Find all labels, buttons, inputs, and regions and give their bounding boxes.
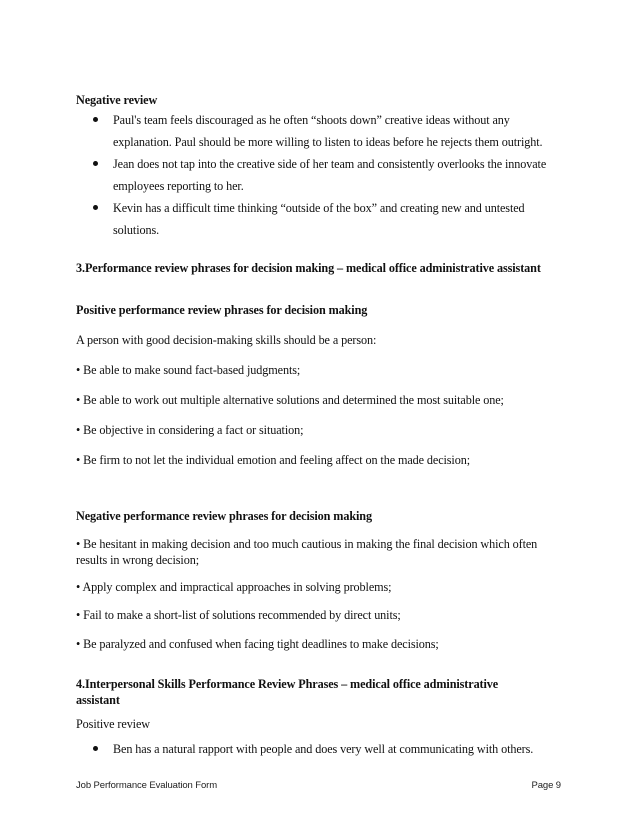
list-item [93, 739, 563, 761]
list-item: • Be objective in considering a fact or situation; [76, 423, 304, 437]
list-item-text: Ben has a natural rapport with people and does very well at communicating with others. [113, 742, 534, 756]
list-item: • Be able to make sound fact-based judgments; [76, 363, 301, 377]
list-item [93, 154, 563, 198]
list-item-text: Paul's team feels discouraged as he often “shoots down” creative ideas without any explanation. Paul should be more willing to listen to ideas before he rejects them outright. [113, 113, 543, 149]
bullet-icon [93, 205, 98, 210]
negative-phrases-heading: Negative performance review phrases for decision making [76, 509, 372, 523]
list-item [93, 198, 563, 242]
section-4-title: 4.Interpersonal Skills Performance Review Phrases – medical office administrative assistant [76, 677, 499, 707]
list-item [93, 110, 563, 154]
positive-review-label: Positive review [76, 717, 150, 731]
list-item: • Be hesitant in making decision and too much cautious in making the final decision which often results in wrong decision; [76, 537, 538, 567]
list-item: • Apply complex and impractical approaches in solving problems; [76, 580, 392, 594]
intro-text: A person with good decision-making skills should be a person: [76, 333, 377, 347]
bullet-icon [93, 746, 98, 751]
bullet-icon [93, 117, 98, 122]
positive-phrases-heading: Positive performance review phrases for decision making [76, 303, 368, 317]
list-item: • Be able to work out multiple alternative solutions and determined the most suitable one; [76, 393, 504, 407]
section-3-title: 3.Performance review phrases for decision making – medical office administrative assistant [76, 261, 541, 275]
list-item-text: Jean does not tap into the creative side of her team and consistently overlooks the innovate employees reporting to her. [113, 157, 547, 193]
list-item: • Fail to make a short-list of solutions recommended by direct units; [76, 608, 401, 622]
list-item: • Be firm to not let the individual emotion and feeling affect on the made decision; [76, 453, 470, 467]
footer-title: Job Performance Evaluation Form [76, 780, 218, 791]
list-item: • Be paralyzed and confused when facing tight deadlines to make decisions; [76, 637, 439, 651]
list-item-text: Kevin has a difficult time thinking “outside of the box” and creating new and untested solutions. [113, 201, 525, 237]
bullet-icon [93, 161, 98, 166]
page-number: Page 9 [531, 780, 561, 791]
negative-review-heading: Negative review [76, 93, 158, 107]
